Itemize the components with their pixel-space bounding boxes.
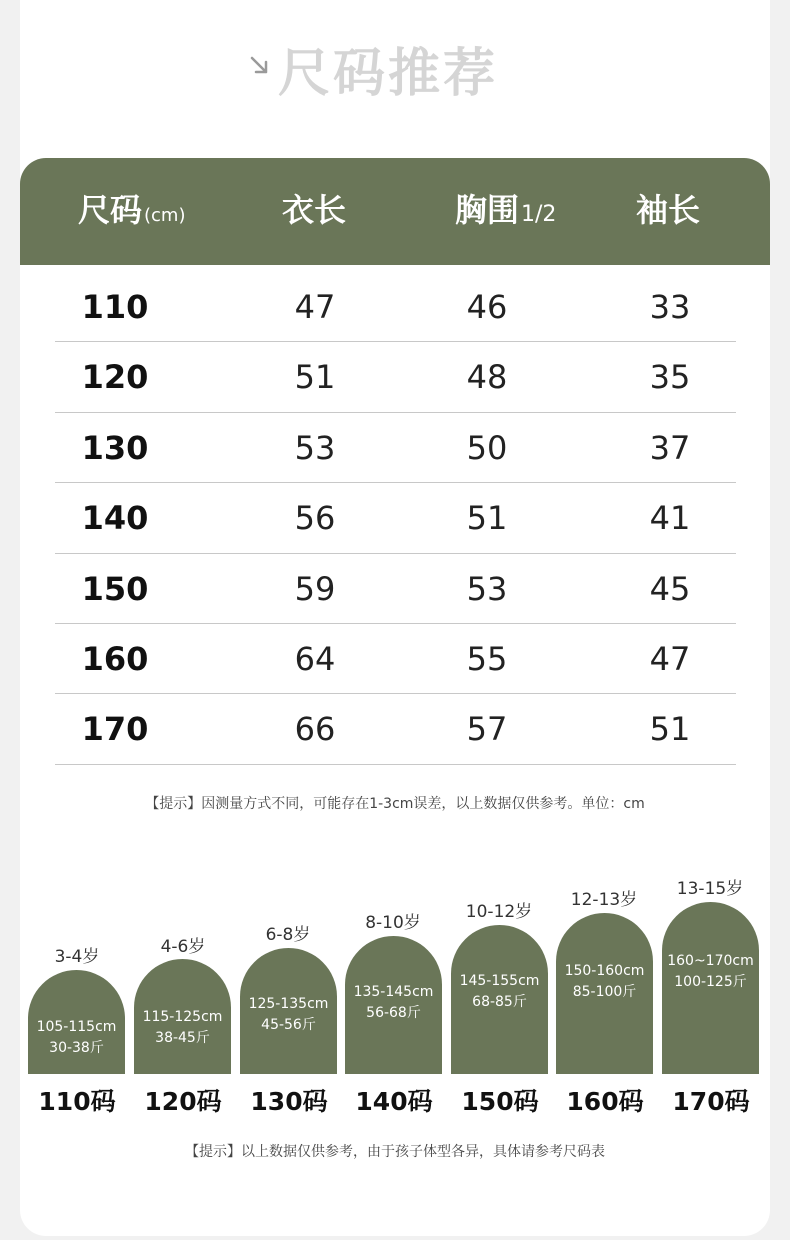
size-arch xyxy=(240,948,337,1074)
cell-length: 64 xyxy=(294,639,336,678)
table-row xyxy=(55,694,736,764)
size-arch xyxy=(345,936,442,1074)
header-chest-unit: 1/2 xyxy=(521,202,557,227)
size-arch xyxy=(556,913,653,1074)
weight-range: 38-45斤 xyxy=(155,1030,210,1046)
size-arch xyxy=(662,902,759,1074)
age-label: 4-6岁 xyxy=(160,937,206,957)
cell-length: 56 xyxy=(294,499,336,538)
cell-sleeve: 37 xyxy=(649,428,691,467)
cell-size: 160 xyxy=(81,639,149,678)
cell-chest: 55 xyxy=(466,639,508,678)
cell-chest: 53 xyxy=(466,569,508,608)
age-label: 12-13岁 xyxy=(570,890,638,910)
header-size-label: 尺码 xyxy=(78,191,143,229)
cell-size: 150 xyxy=(81,569,149,608)
age-label: 8-10岁 xyxy=(365,913,421,933)
height-range: 145-155cm xyxy=(459,973,540,989)
cell-chest: 50 xyxy=(466,428,508,467)
size-label: 130码 xyxy=(250,1087,328,1116)
measurement-note: 【提示】因测量方式不同，可能存在1-3cm误差，以上数据仅供参考。单位：cm xyxy=(145,796,645,812)
cell-size: 140 xyxy=(81,499,149,538)
cell-size: 170 xyxy=(81,710,149,749)
cell-length: 51 xyxy=(294,358,336,397)
weight-range: 85-100斤 xyxy=(572,984,637,1000)
height-range: 115-125cm xyxy=(142,1009,223,1025)
arrow-down-right-icon xyxy=(248,54,272,78)
size-label: 110码 xyxy=(38,1087,116,1116)
cell-sleeve: 51 xyxy=(649,710,691,749)
table-row xyxy=(55,554,736,624)
cell-sleeve: 47 xyxy=(649,639,691,678)
size-label: 170码 xyxy=(672,1087,750,1116)
header-chest-label: 胸围 xyxy=(455,191,520,229)
size-arch xyxy=(28,970,125,1074)
cell-length: 66 xyxy=(294,710,336,749)
title-row xyxy=(0,42,790,112)
size-table-header xyxy=(20,158,770,265)
age-label: 6-8岁 xyxy=(265,925,311,945)
cell-length: 47 xyxy=(294,288,336,326)
size-table-body xyxy=(55,272,736,765)
cell-sleeve: 33 xyxy=(649,288,691,326)
cell-chest: 51 xyxy=(466,499,508,538)
weight-range: 30-38斤 xyxy=(49,1040,104,1056)
height-range: 135-145cm xyxy=(353,984,434,1000)
header-length-label: 衣长 xyxy=(282,191,347,229)
header-chest xyxy=(455,190,556,235)
height-range: 105-115cm xyxy=(36,1019,117,1035)
table-row xyxy=(55,483,736,553)
size-label: 120码 xyxy=(144,1087,222,1116)
cell-size: 130 xyxy=(81,428,149,467)
cell-chest: 46 xyxy=(466,288,508,326)
table-row xyxy=(55,624,736,694)
cell-sleeve: 41 xyxy=(649,499,691,538)
page-title: 尺码推荐 xyxy=(278,44,499,104)
table-row xyxy=(55,413,736,483)
age-label: 10-12岁 xyxy=(465,902,533,922)
size-arch xyxy=(451,925,548,1074)
size-label: 160码 xyxy=(566,1087,644,1116)
height-range: 125-135cm xyxy=(248,996,329,1012)
weight-range: 100-125斤 xyxy=(674,974,747,990)
header-size-unit: (cm) xyxy=(144,205,186,226)
cell-length: 59 xyxy=(294,569,336,608)
cell-chest: 48 xyxy=(466,358,508,397)
age-label: 13-15岁 xyxy=(676,879,744,899)
weight-range: 45-56斤 xyxy=(261,1017,316,1033)
cell-length: 53 xyxy=(294,428,336,467)
height-range: 160~170cm xyxy=(667,953,754,969)
cell-size: 120 xyxy=(81,358,149,397)
height-range: 150-160cm xyxy=(564,963,645,979)
table-row xyxy=(55,272,736,342)
header-sleeve xyxy=(636,190,700,230)
weight-range: 68-85斤 xyxy=(472,994,527,1010)
cell-sleeve: 45 xyxy=(649,569,691,608)
age-label: 3-4岁 xyxy=(54,947,100,967)
header-size xyxy=(78,190,186,236)
table-row xyxy=(55,342,736,412)
cell-chest: 57 xyxy=(466,710,508,749)
reference-note: 【提示】以上数据仅供参考，由于孩子体型各异，具体请参考尺码表 xyxy=(185,1144,605,1160)
cell-sleeve: 35 xyxy=(649,358,691,397)
header-sleeve-label: 袖长 xyxy=(636,191,701,229)
weight-range: 56-68斤 xyxy=(366,1005,421,1021)
header-length xyxy=(282,190,346,230)
cell-size: 110 xyxy=(81,288,149,326)
size-label: 140码 xyxy=(355,1087,433,1116)
size-arch xyxy=(134,959,231,1074)
size-label: 150码 xyxy=(461,1087,539,1116)
